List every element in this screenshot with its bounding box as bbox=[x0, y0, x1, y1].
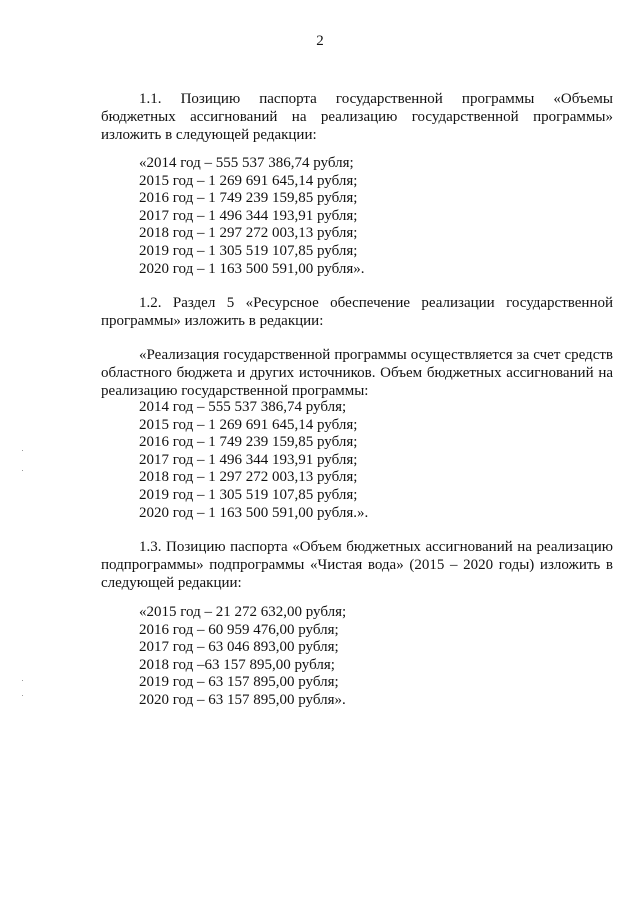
section-1-2-text: 1.2. Раздел 5 «Ресурсное обеспечение реализации государственной программы» изложить в редакции: bbox=[101, 295, 613, 329]
section-1-2 bbox=[101, 294, 613, 330]
list-item: 2017 год – 63 046 893,00 рубля; bbox=[139, 639, 339, 656]
scan-speck bbox=[22, 450, 23, 451]
list-item: «2015 год – 21 272 632,00 рубля; bbox=[139, 604, 347, 620]
list-item: 2019 год – 63 157 895,00 рубля; bbox=[139, 674, 339, 691]
section-1-2-intro: «Реализация государственной программы осуществляется за счет средств областного бюджета и других источников. Объем бюджетных ассигнований на реализацию государственной программы: bbox=[101, 347, 613, 399]
list-item: 2020 год – 63 157 895,00 рубля». bbox=[139, 691, 346, 708]
list-item: 2016 год – 60 959 476,00 рубля; bbox=[139, 621, 339, 638]
section-1-2-list bbox=[101, 399, 613, 522]
list-item: 2017 год – 1 496 344 193,91 рубля; bbox=[139, 451, 358, 468]
section-1-3-text: 1.3. Позицию паспорта «Объем бюджетных ассигнований на реализацию подпрограммы» подпрограммы «Чистая вода» (2015 – 2020 годы) изложить в следующей редакции: bbox=[101, 539, 613, 591]
page-number: 2 bbox=[316, 33, 324, 49]
section-1-3-list bbox=[101, 604, 613, 710]
section-1-1-list bbox=[101, 155, 613, 278]
list-item: 2019 год – 1 305 519 107,85 рубля; bbox=[139, 486, 358, 503]
section-1-1-text: 1.1. Позицию паспорта государственной программы «Объемы бюджетных ассигнований на реализацию государственной программы» изложить в следующей редакции: bbox=[101, 91, 613, 143]
list-item: 2019 год – 1 305 519 107,85 рубля; bbox=[139, 242, 358, 259]
list-item: 2020 год – 1 163 500 591,00 рубля». bbox=[139, 260, 365, 277]
list-item: 2016 год – 1 749 239 159,85 рубля; bbox=[139, 190, 358, 207]
section-1-2-list-block bbox=[101, 399, 613, 522]
list-item: 2018 год –63 157 895,00 рубля; bbox=[139, 656, 335, 673]
list-item: 2014 год – 555 537 386,74 рубля; bbox=[139, 399, 347, 415]
list-item: 2015 год – 1 269 691 645,14 рубля; bbox=[139, 416, 358, 433]
list-item: 2018 год – 1 297 272 003,13 рубля; bbox=[139, 225, 358, 242]
list-item: 2016 год – 1 749 239 159,85 рубля; bbox=[139, 434, 358, 451]
scan-speck bbox=[22, 695, 23, 696]
list-item: 2017 год – 1 496 344 193,91 рубля; bbox=[139, 207, 358, 224]
section-1-3-list-block bbox=[101, 604, 613, 710]
list-item: 2015 год – 1 269 691 645,14 рубля; bbox=[139, 172, 358, 189]
scan-speck bbox=[22, 470, 23, 471]
list-item: 2020 год – 1 163 500 591,00 рубля.». bbox=[139, 504, 369, 521]
section-1-1 bbox=[101, 90, 613, 144]
list-item: «2014 год – 555 537 386,74 рубля; bbox=[139, 155, 354, 171]
section-1-3 bbox=[101, 538, 613, 592]
section-1-1-list-block bbox=[101, 155, 613, 278]
scan-speck bbox=[22, 680, 23, 681]
list-item: 2018 год – 1 297 272 003,13 рубля; bbox=[139, 469, 358, 486]
section-1-2-intro-block bbox=[101, 346, 613, 400]
